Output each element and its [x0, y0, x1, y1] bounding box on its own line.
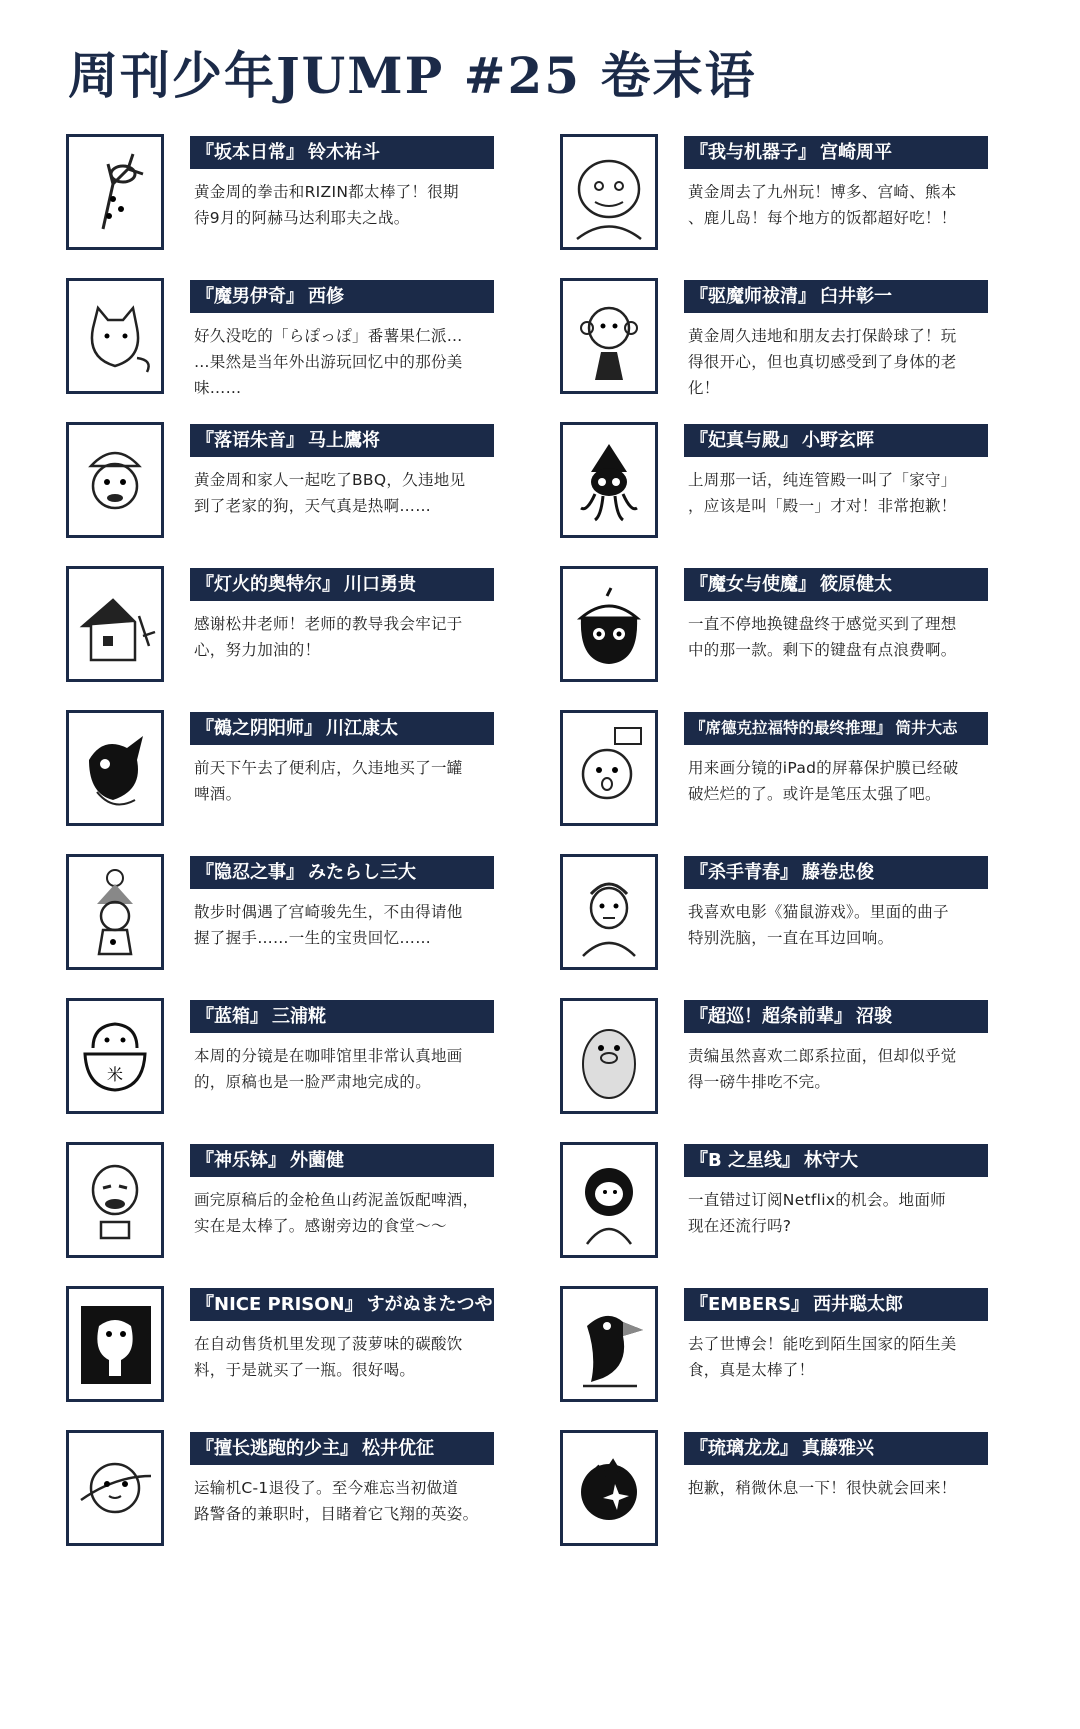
comment-entry [66, 278, 536, 400]
astronaut-icon [567, 1152, 651, 1248]
author-name: 臼井彰一 [820, 286, 892, 307]
author-name: 宫崎周平 [820, 142, 892, 163]
author-avatar [66, 710, 164, 826]
author-comment: 抱歉，稍微休息一下！很快就会回来！ [688, 1479, 957, 1497]
author-avatar [66, 278, 164, 394]
comment-entry [560, 566, 1030, 688]
series-title: 『魔女与使魔』 [690, 574, 816, 595]
rice-bowl-icon [73, 1008, 157, 1104]
comment-entry [66, 1430, 536, 1552]
series-title: 『驱魔师祓清』 [690, 286, 816, 307]
comment-entry [560, 710, 1030, 832]
series-title: 『落语朱音』 [196, 430, 304, 451]
author-comment: 上周那一话，纯连管殿一叫了「家守」 ，应该是叫「殿一」才对！非常抱歉！ [688, 471, 957, 515]
author-avatar [66, 566, 164, 682]
author-comment: 我喜欢电影《猫鼠游戏》。里面的曲子 特别洗脑，一直在耳边回响。 [688, 903, 949, 947]
entry-header [684, 568, 988, 601]
bird-icon [73, 720, 157, 816]
squid-icon [567, 432, 651, 528]
bald-man-icon [567, 144, 651, 240]
comment-entry [66, 998, 536, 1120]
author-name: 西修 [308, 286, 344, 307]
boy-icon [567, 720, 651, 816]
author-avatar [66, 1430, 164, 1546]
author-name: 松井优征 [362, 1438, 434, 1459]
comment-entry [66, 710, 536, 832]
comment-entry [66, 566, 536, 688]
author-name: 西井聪太郎 [813, 1294, 904, 1315]
series-title: 『魔男伊奇』 [196, 286, 304, 307]
house-icon [73, 576, 157, 672]
comment-entry [66, 422, 536, 544]
acorn-icon [567, 576, 651, 672]
entry-header [190, 568, 494, 601]
comment-entry [66, 1286, 536, 1408]
author-comment: 用来画分镜的iPad的屏幕保护膜已经破 破烂烂的了。或许是笔压太强了吧。 [688, 759, 959, 803]
entry-header [190, 1000, 494, 1033]
series-title: 『隐忍之事』 [196, 862, 304, 883]
author-name: 沼骏 [856, 1006, 892, 1027]
author-name: 外薗健 [290, 1150, 344, 1171]
author-name: 筱原健太 [820, 574, 892, 595]
series-title: 『B 之星线』 [690, 1150, 800, 1171]
entry-header [684, 1144, 988, 1177]
comment-entry [560, 134, 1030, 256]
seal-icon [567, 1008, 651, 1104]
author-comment: 责编虽然喜欢二郎系拉面，但却似乎觉 得一磅牛排吃不完。 [688, 1047, 957, 1091]
author-comment: 好久没吃的「らぽっぽ」番薯果仁派… …果然是当年外出游玩回忆中的那份美 味…… [194, 327, 463, 397]
toucan-icon [567, 1296, 651, 1392]
page-title: 周刊少年JUMP #25 卷末语 [68, 46, 757, 105]
comment-entry [560, 1142, 1030, 1264]
author-comment: 散步时偶遇了宫崎骏先生，不由得请他 握了握手……一生的宝贵回忆…… [194, 903, 463, 947]
series-title: 『擅长逃跑的少主』 [196, 1438, 358, 1459]
planet-icon [73, 1440, 157, 1536]
author-comment: 前天下午去了便利店，久违地买了一罐 啤酒。 [194, 759, 463, 803]
author-comment: 一直不停地换键盘终于感觉买到了理想 中的那一款。剩下的键盘有点浪费啊。 [688, 615, 957, 659]
author-avatar [560, 566, 658, 682]
author-avatar [66, 1142, 164, 1258]
series-title: 『蓝箱』 [196, 1006, 268, 1027]
bomb-icon [567, 1440, 651, 1536]
series-title: 『神乐钵』 [196, 1150, 286, 1171]
author-avatar [66, 422, 164, 538]
svg-text:米: 米 [106, 1065, 124, 1084]
comment-entry [66, 854, 536, 976]
entry-header [684, 136, 988, 169]
series-title: 『妃真与殿』 [690, 430, 798, 451]
series-title: 『EMBERS』 [690, 1294, 810, 1315]
man-icon [567, 864, 651, 960]
series-title: 『坂本日常』 [196, 142, 304, 163]
entry-header [684, 712, 988, 745]
comment-entry [66, 134, 536, 256]
entry-header [684, 856, 988, 889]
author-comment: 一直错过订阅Netflix的机会。地面师 现在还流行吗? [688, 1191, 946, 1235]
author-avatar [66, 998, 164, 1114]
author-avatar [560, 134, 658, 250]
author-name: 小野玄晖 [802, 430, 874, 451]
entry-header [684, 1288, 988, 1321]
series-title: 『灯火的奥特尔』 [196, 574, 340, 595]
series-title: 『超巡！超条前辈』 [690, 1006, 852, 1027]
series-title: 『席德克拉福特的最终推理』 [690, 719, 892, 737]
author-comment: 黄金周去了九州玩！博多、宫崎、熊本 、鹿儿岛！每个地方的饭都超好吃！！ [688, 183, 957, 227]
author-name: 三浦糀 [272, 1006, 326, 1027]
entry-header [684, 1000, 988, 1033]
author-avatar [66, 1286, 164, 1402]
author-comment: 黄金周和家人一起吃了BBQ，久违地见 到了老家的狗，天气真是热啊…… [194, 471, 466, 515]
author-comment: 本周的分镜是在咖啡馆里非常认真地画 的，原稿也是一脸严肃地完成的。 [194, 1047, 463, 1091]
author-comment: 黄金周的拳击和RIZIN都太棒了！很期 待9月的阿赫马达利耶夫之战。 [194, 183, 459, 227]
monkey-icon [567, 288, 651, 384]
comment-entry [66, 1142, 536, 1264]
entry-header [684, 1432, 988, 1465]
author-avatar [560, 1430, 658, 1546]
author-avatar [560, 998, 658, 1114]
gnome-icon [73, 864, 157, 960]
author-name: 马上鷹将 [308, 430, 380, 451]
entry-header [190, 856, 494, 889]
series-title: 『杀手青春』 [690, 862, 798, 883]
entry-header [190, 136, 494, 169]
cat-icon [73, 288, 157, 384]
author-avatar [560, 1286, 658, 1402]
comment-entry [560, 1286, 1030, 1408]
author-comment: 运输机C-1退役了。至今难忘当初做道 路警备的兼职时，目睹着它飞翔的英姿。 [194, 1479, 479, 1523]
entry-header [190, 1432, 494, 1465]
entry-header [190, 1144, 494, 1177]
author-name: 铃木祐斗 [308, 142, 380, 163]
author-name: みたらし三大 [308, 862, 416, 883]
comment-entry [560, 998, 1030, 1120]
author-name: 筒井大志 [895, 719, 958, 737]
author-comment: 感谢松井老师！老师的教导我会牢记于 心，努力加油的！ [194, 615, 463, 659]
author-avatar [66, 134, 164, 250]
series-title: 『鵺之阴阳师』 [196, 718, 322, 739]
giraffe-icon [73, 144, 157, 240]
author-avatar [560, 1142, 658, 1258]
series-title: 『我与机器子』 [690, 142, 816, 163]
author-avatar [66, 854, 164, 970]
series-title: 『琉璃龙龙』 [690, 1438, 798, 1459]
comment-entry [560, 278, 1030, 400]
blob-icon [73, 1296, 157, 1392]
comment-entry [560, 854, 1030, 976]
series-title: 『NICE PRISON』 [196, 1294, 363, 1315]
entry-header [190, 424, 494, 457]
author-avatar [560, 710, 658, 826]
author-name: すがぬまたつや [366, 1294, 493, 1315]
author-name: 藤卷忠俊 [802, 862, 874, 883]
entry-header [190, 280, 494, 313]
entry-header [684, 280, 988, 313]
author-avatar [560, 422, 658, 538]
author-comment: 去了世博会！能吃到陌生国家的陌生美 食，真是太棒了！ [688, 1335, 957, 1379]
bald-face-icon [73, 1152, 157, 1248]
comment-entry [560, 1430, 1030, 1552]
author-name: 真藤雅兴 [802, 1438, 874, 1459]
author-comment: 画完原稿后的金枪鱼山药泥盖饭配啤酒， 实在是太棒了。感谢旁边的食堂～～ [194, 1191, 479, 1235]
author-comment: 黄金周久违地和朋友去打保龄球了！玩 得很开心，但也真切感受到了身体的老 化！ [688, 327, 957, 397]
author-name: 川口勇贵 [344, 574, 416, 595]
author-avatar [560, 854, 658, 970]
hat-person-icon [73, 432, 157, 528]
comment-entry [560, 422, 1030, 544]
author-name: 林守大 [804, 1150, 858, 1171]
author-comment: 在自动售货机里发现了菠萝味的碳酸饮 料，于是就买了一瓶。很好喝。 [194, 1335, 463, 1379]
entry-header [684, 424, 988, 457]
author-avatar [560, 278, 658, 394]
entry-header [190, 1288, 494, 1321]
entry-header [190, 712, 494, 745]
author-name: 川江康太 [326, 718, 398, 739]
